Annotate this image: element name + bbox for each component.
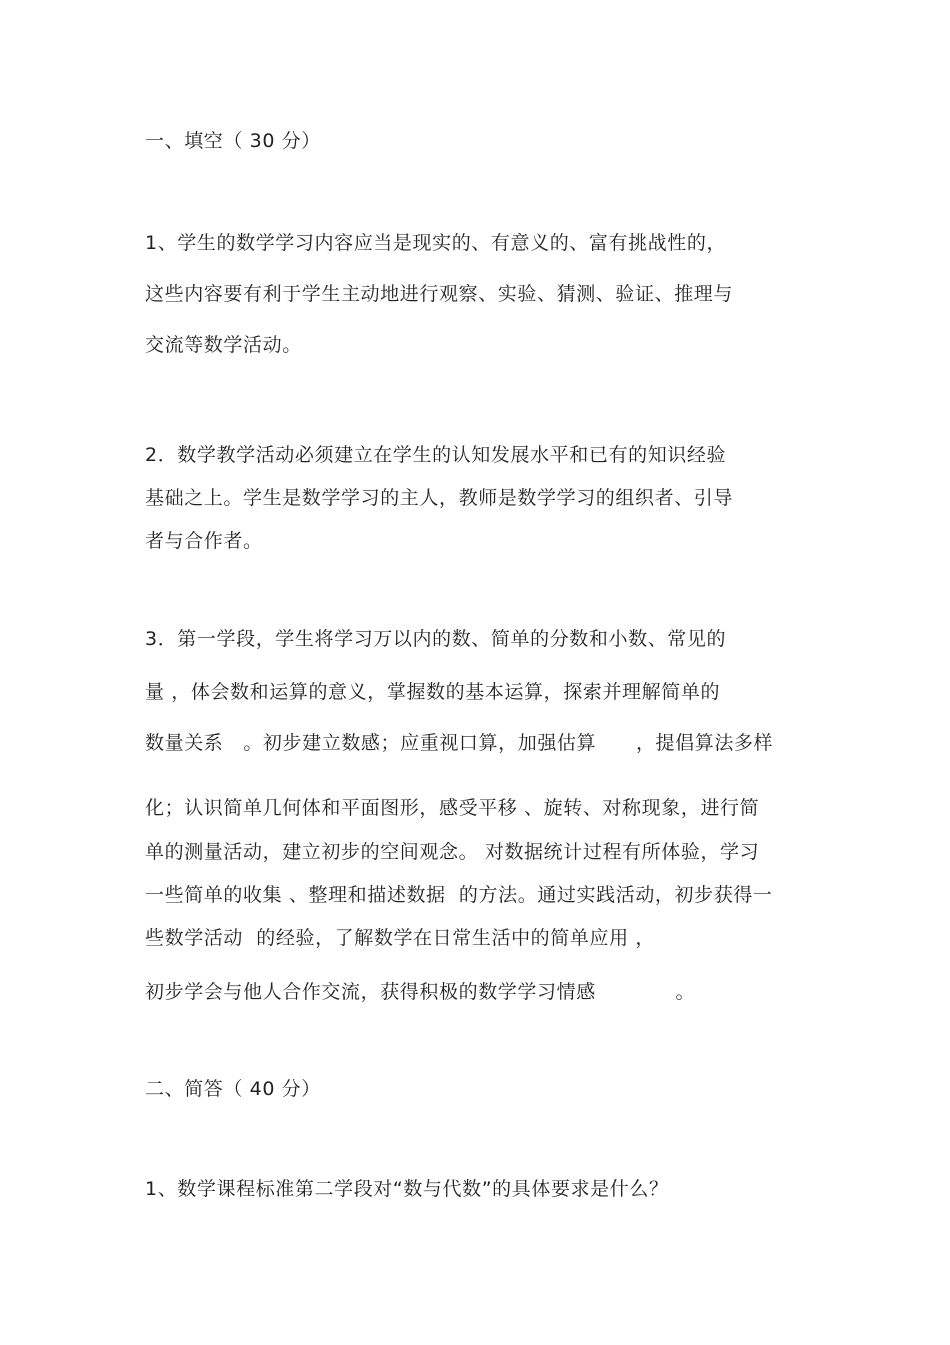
q3-line-3: 数量关系 。初步建立数感；应重视口算，加强估算 ，提倡算法多样 <box>145 732 774 754</box>
q2-line-2: 基础之上。学生是数学学习的主人，教师是数学学习的组织者、引导 <box>145 487 734 509</box>
q3-line-5: 单的测量活动，建立初步的空间观念。 对数据统计过程有所体验，学习 <box>145 841 760 863</box>
q3-line-2: 量 ，体会数和运算的意义，掌握数的基本运算，探索并理解简单的 <box>145 681 721 703</box>
q3-line-4: 化；认识简单几何体和平面图形，感受平移 、旋转、对称现象，进行简 <box>145 797 760 819</box>
q3-line-7: 些数学活动 的经验，了解数学在日常生活中的简单应用 ， <box>145 927 655 949</box>
section2-question-1: 1、数学课程标准第二学段对“数与代数”的具体要求是什么？ <box>145 1178 669 1200</box>
q3-line-8: 初步学会与他人合作交流，获得积极的数学学习情感 。 <box>145 981 696 1003</box>
q1-line-2: 这些内容要有利于学生主动地进行观察、实验、猜测、验证、推理与 <box>145 283 734 305</box>
q3-line-6: 一些简单的收集 、整理和描述数据 的方法。通过实践活动，初步获得一 <box>145 884 773 906</box>
section2-heading: 二、简答（ 40 分） <box>145 1078 321 1100</box>
q2-line-3: 者与合作者。 <box>145 530 263 552</box>
q1-line-3: 交流等数学活动。 <box>145 334 302 356</box>
section1-heading: 一、填空（ 30 分） <box>145 130 321 152</box>
q2-line-1: 2．数学教学活动必须建立在学生的认知发展水平和已有的知识经验 <box>145 444 727 466</box>
q1-line-1: 1、学生的数学学习内容应当是现实的、有意义的、富有挑战性的， <box>145 232 727 254</box>
q3-line-1: 3．第一学段，学生将学习万以内的数、简单的分数和小数、常见的 <box>145 628 727 650</box>
